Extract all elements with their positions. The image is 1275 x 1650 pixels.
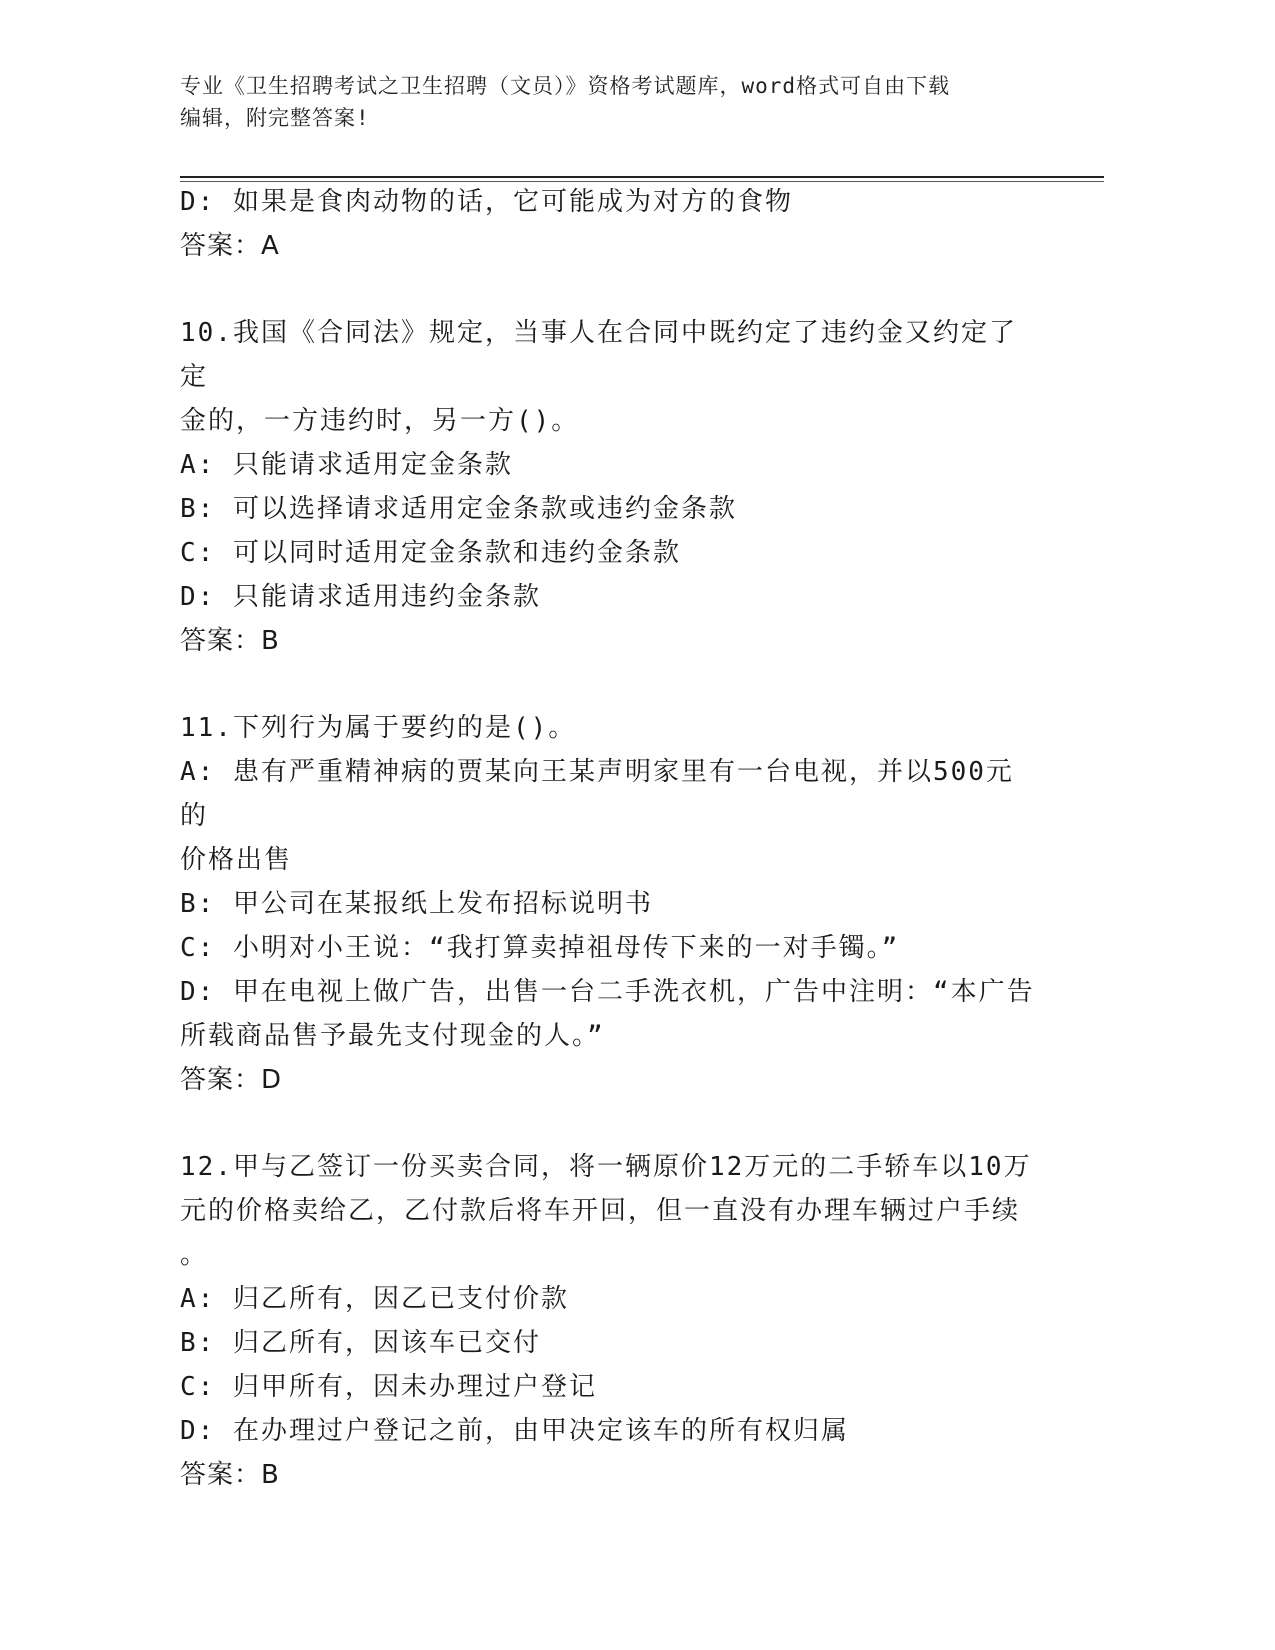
question-stem: 元的价格卖给乙，乙付款后将车开回，但一直没有办理车辆过户手续 [180, 1196, 1021, 1226]
option-c: C: 可以同时适用定金条款和违约金条款 [180, 538, 681, 568]
option-b: B: 甲公司在某报纸上发布招标说明书 [180, 889, 653, 919]
header-line-1: 专业《卫生招聘考试之卫生招聘（文员）》资格考试题库，word格式可自由下载 [180, 74, 951, 98]
answer-line: 答案：A [180, 231, 280, 261]
document-body [180, 180, 1040, 1497]
header-divider-thick [180, 176, 1104, 178]
option-c: C: 小明对小王说：“我打算卖掉祖母传下来的一对手镯。” [180, 933, 900, 963]
option-c: C: 归甲所有，因未办理过户登记 [180, 1372, 597, 1402]
question-12 [180, 1145, 1040, 1497]
option-d: D: 只能请求适用违约金条款 [180, 582, 541, 612]
answer-line: 答案：B [180, 626, 280, 656]
question-stem: 。 [180, 1240, 209, 1270]
question-stem: 11.下列行为属于要约的是()。 [180, 713, 577, 743]
option-a: A: 患有严重精神病的贾某向王某声明家里有一台电视，并以500元的 [180, 757, 1014, 831]
option-d: D: 如果是食肉动物的话，它可能成为对方的食物 [180, 187, 793, 217]
answer-line: 答案：B [180, 1460, 280, 1490]
question-11 [180, 706, 1040, 1102]
question-stem: 金的，一方违约时，另一方()。 [180, 406, 580, 436]
question-stem: 12.甲与乙签订一份买卖合同，将一辆原价12万元的二手轿车以10万 [180, 1152, 1032, 1182]
answer-line: 答案：D [180, 1065, 283, 1095]
option-a: A: 只能请求适用定金条款 [180, 450, 513, 480]
option-b: B: 可以选择请求适用定金条款或违约金条款 [180, 494, 737, 524]
option-a-continued: 价格出售 [180, 845, 293, 875]
option-d: D: 在办理过户登记之前，由甲决定该车的所有权归属 [180, 1416, 849, 1446]
option-d-continued: 所载商品售予最先支付现金的人。” [180, 1021, 605, 1051]
option-b: B: 归乙所有，因该车已交付 [180, 1328, 541, 1358]
question-stem: 10.我国《合同法》规定，当事人在合同中既约定了违约金又约定了定 [180, 318, 1017, 392]
page-header [180, 70, 1060, 134]
question-10 [180, 311, 1040, 663]
header-line-2: 编辑，附完整答案! [180, 106, 370, 130]
question-9-tail [180, 180, 1040, 268]
option-a: A: 归乙所有，因乙已支付价款 [180, 1284, 569, 1314]
option-d: D: 甲在电视上做广告，出售一台二手洗衣机，广告中注明：“本广告 [180, 977, 1035, 1007]
